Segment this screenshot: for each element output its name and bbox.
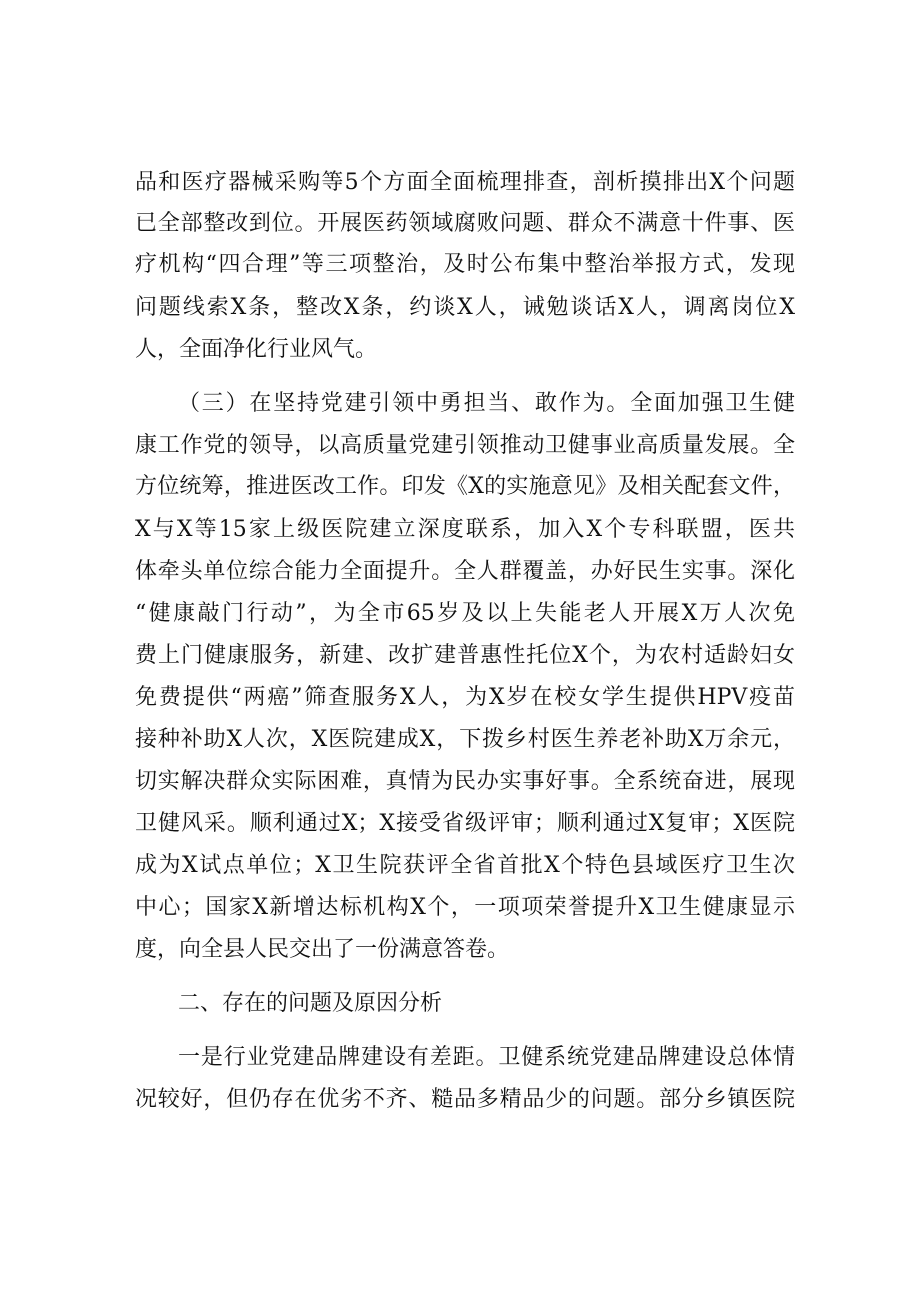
body-text-line: 疗机构“四合理”等三项整治，及时公布集中整治举报方式，发现 <box>135 252 795 277</box>
section-heading-line: （三）在坚持党建引领中勇担当、敢作为。全面加强卫生健 <box>178 391 795 416</box>
body-text-line: 况较好，但仍存在优劣不齐、糙品多精品少的问题。部分乡镇医院 <box>135 1087 795 1112</box>
body-text-line: 康工作党的领导，以高质量党建引领推动卫健事业高质量发展。全 <box>135 433 795 458</box>
body-text-line: X与X等15家上级医院建立深度联系，加入X个专科联盟，医共 <box>135 517 795 542</box>
body-text-line: 免费提供“两癌”筛查服务X人，为X岁在校女学生提供HPV疫苗 <box>135 685 795 710</box>
body-text-line: 中心；国家X新增达标机构X个，一项项荣誉提升X卫生健康显示 <box>135 895 795 920</box>
body-text-line: 问题线索X条，整改X条，约谈X人，诫勉谈话X人，调离岗位X <box>135 295 795 320</box>
body-text-line: 品和医疗器械采购等5个方面全面梳理排查，剖析摸排出X个问题 <box>135 170 795 195</box>
body-text-line: 已全部整改到位。开展医药领域腐败问题、群众不满意十件事、医 <box>135 211 795 236</box>
body-text-line: 人，全面净化行业风气。 <box>135 337 378 362</box>
body-text-line: “健康敲门行动”，为全市65岁及以上失能老人开展X万人次免 <box>135 601 795 626</box>
section-heading: 二、存在的问题及原因分析 <box>178 991 443 1016</box>
body-text-line: 一是行业党建品牌建设有差距。卫健系统党建品牌建设总体情 <box>178 1045 795 1070</box>
body-text-line: 方位统筹，推进医改工作。印发《X的实施意见》及相关配套文件， <box>135 474 795 499</box>
body-text-line: 卫健风采。顺利通过X；X接受省级评审；顺利通过X复审；X医院 <box>135 811 795 836</box>
body-text-line: 度，向全县人民交出了一份满意答卷。 <box>135 937 510 962</box>
body-text-line: 切实解决群众实际困难，真情为民办实事好事。全系统奋进，展现 <box>135 769 795 794</box>
body-text-line: 体牵头单位综合能力全面提升。全人群覆盖，办好民生实事。深化 <box>135 559 795 584</box>
body-text-line: 费上门健康服务，新建、改扩建普惠性托位X个，为农村适龄妇女 <box>135 643 795 668</box>
body-text-line: 接种补助X人次，X医院建成X，下拨乡村医生养老补助X万余元， <box>135 727 795 752</box>
body-text-line: 成为X试点单位；X卫生院获评全省首批X个特色县域医疗卫生次 <box>135 853 795 878</box>
